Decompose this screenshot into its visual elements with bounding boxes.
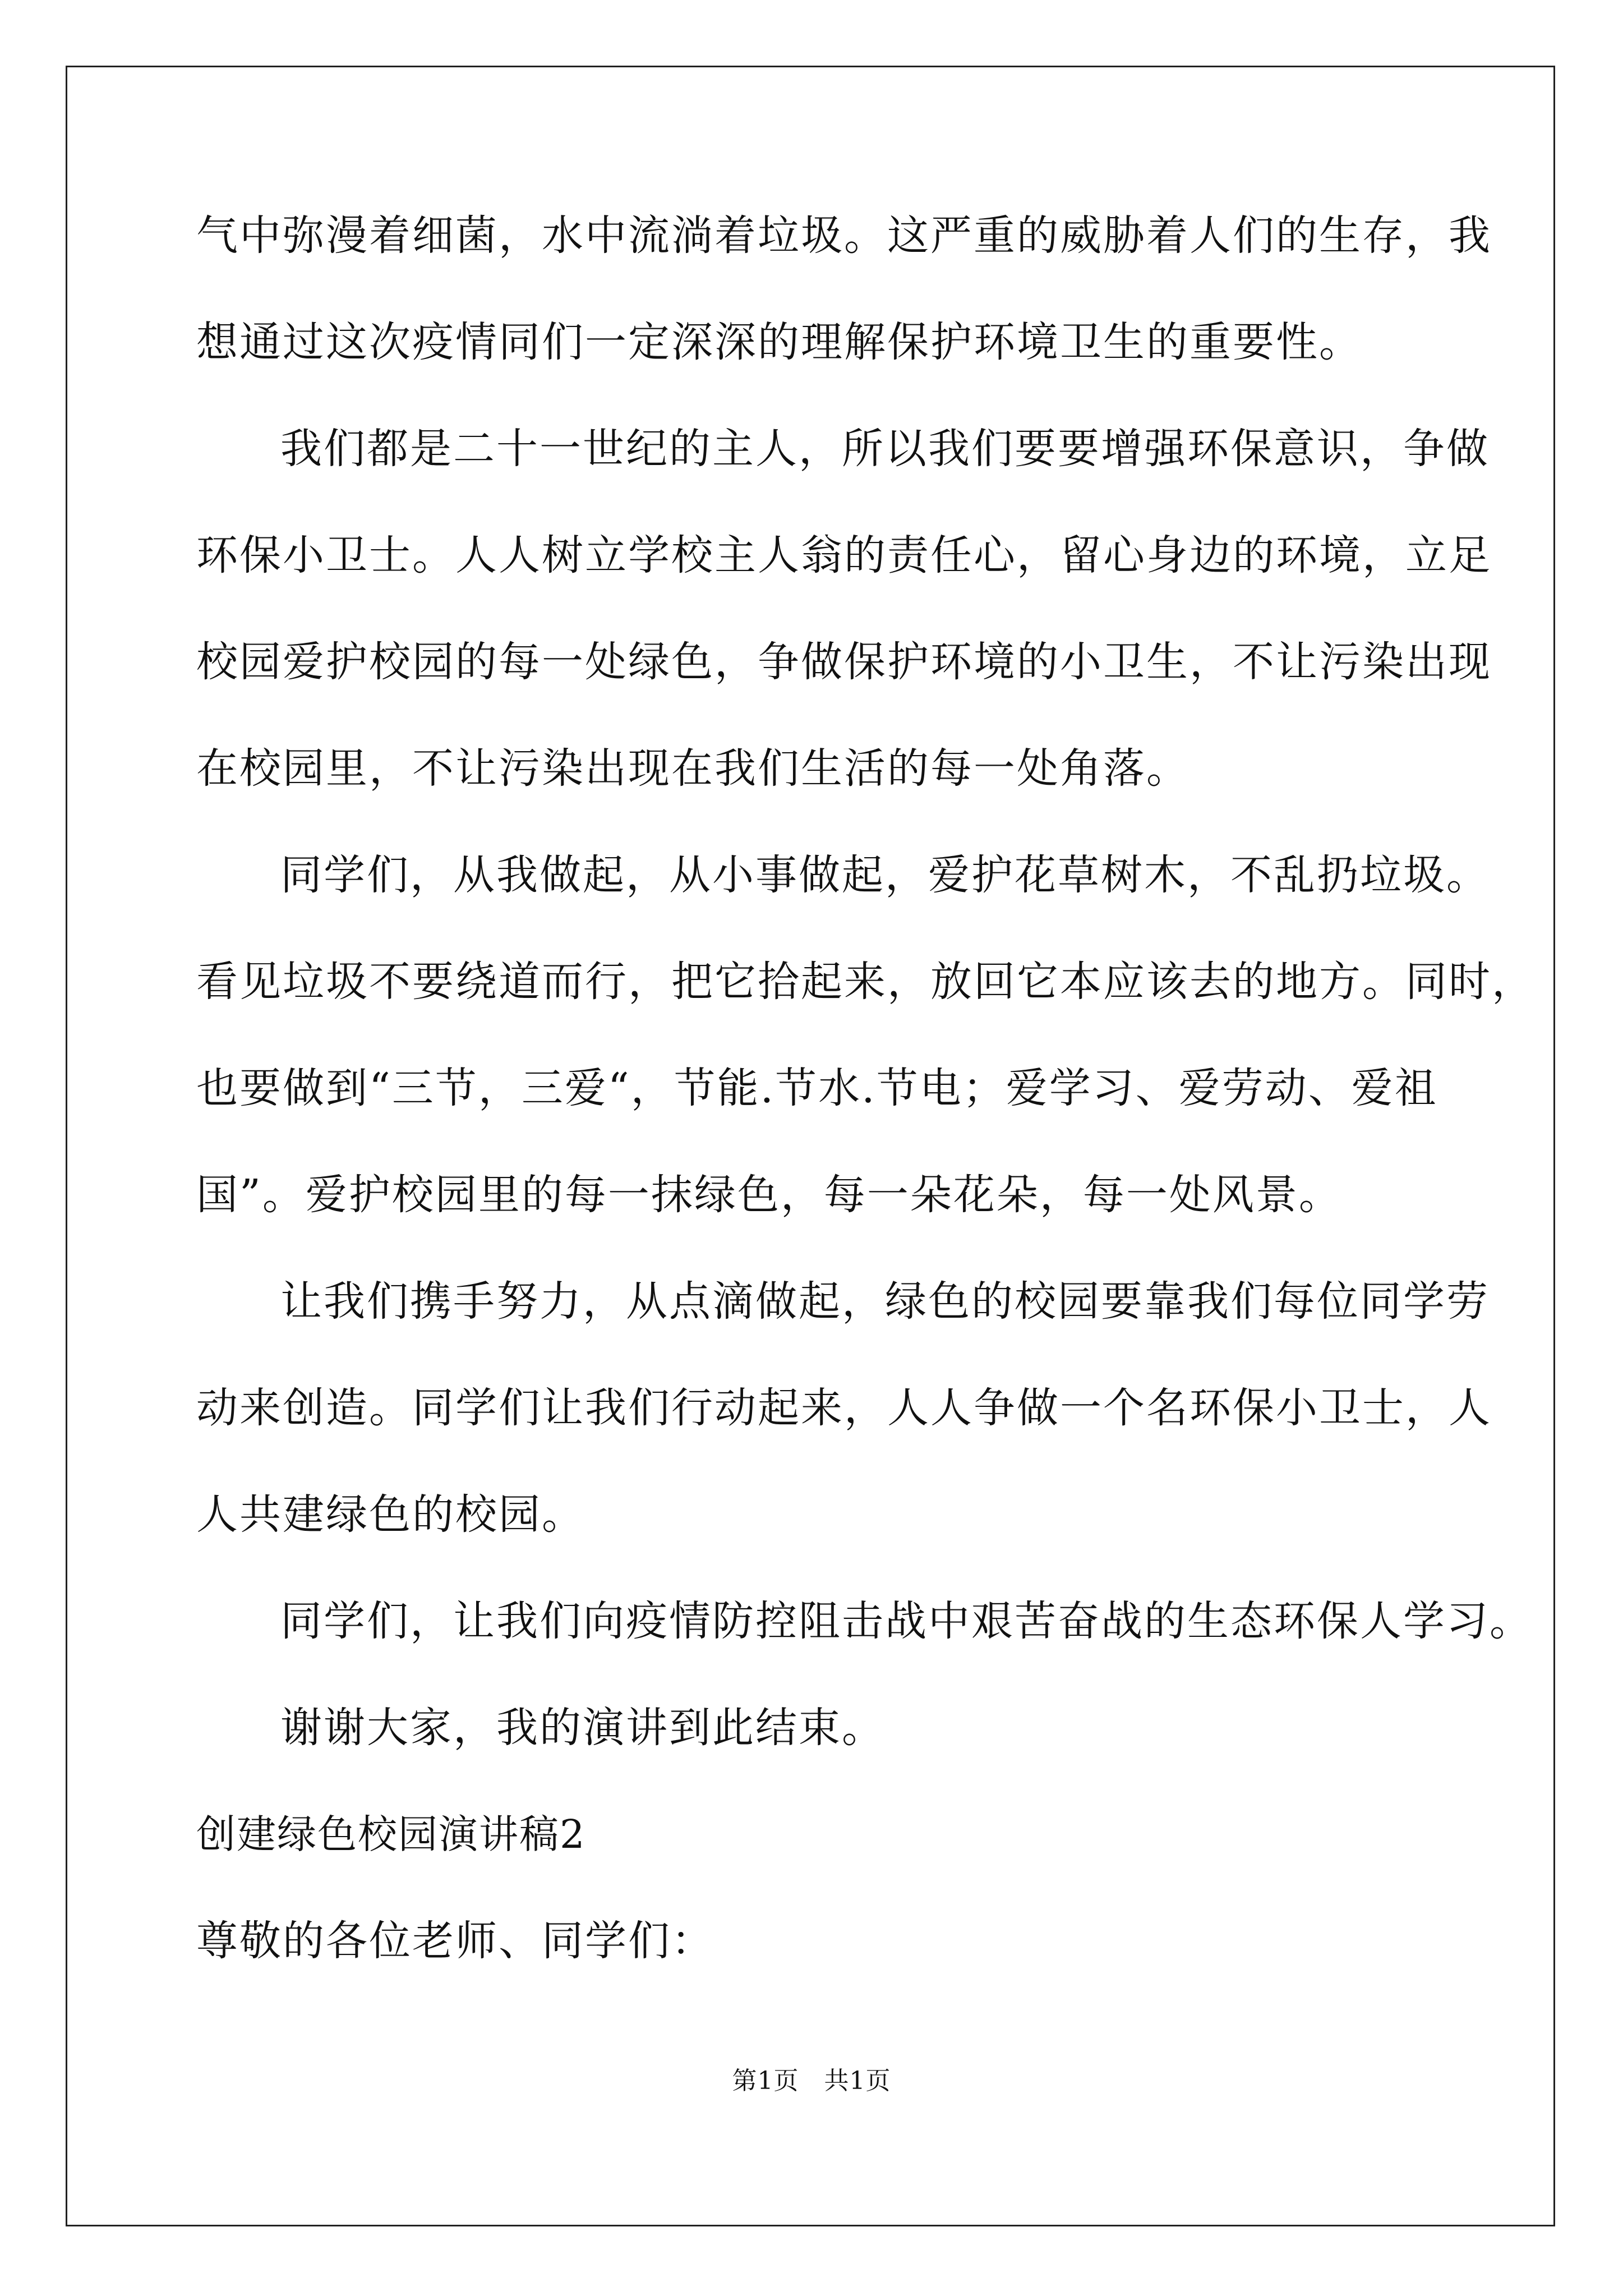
paragraph-line: 也要做到“三节，三爱“，节能.节水.节电；爱学习、爱劳动、爱祖 xyxy=(196,1064,1438,1112)
paragraph-line: 气中弥漫着细菌，水中流淌着垃圾。这严重的威胁着人们的生存，我 xyxy=(196,211,1492,260)
paragraph-line: 动来创造。同学们让我们行动起来，人人争做一个名环保小卫士，人 xyxy=(196,1384,1492,1432)
paragraph-line: 同学们，让我们向疫情防控阻击战中艰苦奋战的生态环保人学习。 xyxy=(280,1597,1533,1645)
paragraph-line: 环保小卫士。人人树立学校主人翁的责任心，留心身边的环境，立足 xyxy=(196,531,1492,579)
paragraph-line: 国”。爱护校园里的每一抹绿色，每一朵花朵，每一处风景。 xyxy=(196,1171,1342,1219)
paragraph-line: 我们都是二十一世纪的主人，所以我们要要增强环保意识，争做 xyxy=(280,425,1490,473)
paragraph-line: 校园爱护校园的每一处绿色，争做保护环境的小卫生，不让污染出现 xyxy=(196,638,1492,686)
salutation-line: 尊敬的各位老师、同学们： xyxy=(196,1917,714,1965)
page-footer: 第1页 共1页 xyxy=(732,2067,891,2095)
paragraph-line: 谢谢大家，我的演讲到此结束。 xyxy=(280,1704,885,1752)
page-border xyxy=(66,66,1555,2226)
paragraph-line: 在校园里，不让污染出现在我们生活的每一处角落。 xyxy=(196,744,1189,793)
paragraph-line: 同学们，从我做起，从小事做起，爱护花草树木，不乱扔垃圾。 xyxy=(280,851,1490,899)
section-heading: 创建绿色校园演讲稿2 xyxy=(196,1811,586,1857)
paragraph-line: 想通过这次疫情同们一定深深的理解保护环境卫生的重要性。 xyxy=(196,318,1362,366)
paragraph-line: 让我们携手努力，从点滴做起，绿色的校园要靠我们每位同学劳 xyxy=(280,1277,1490,1326)
paragraph-line: 人共建绿色的校园。 xyxy=(196,1490,585,1539)
paragraph-line: 看见垃圾不要绕道而行，把它拾起来，放回它本应该去的地方。同时， xyxy=(196,958,1535,1006)
